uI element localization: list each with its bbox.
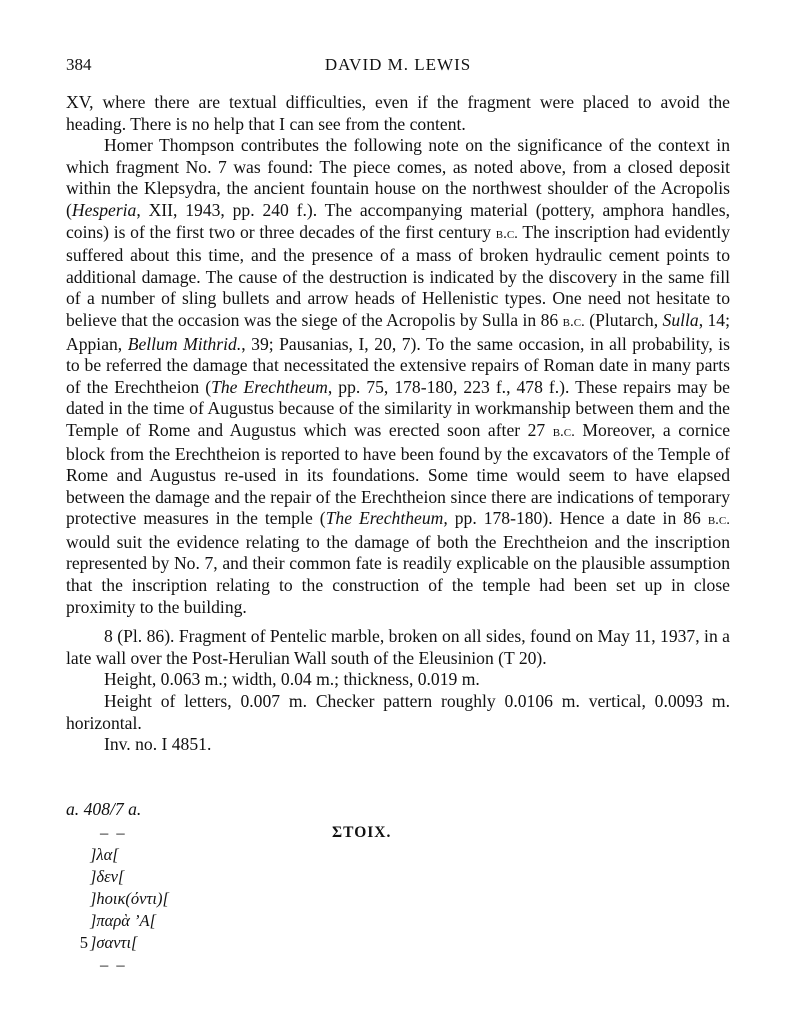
inscription-line: [66, 888, 566, 910]
running-title: DAVID M. LEWIS: [324, 55, 472, 74]
inscription-top-row: [66, 822, 566, 844]
lacuna-dashes-bottom: – –: [100, 955, 127, 974]
greek-text: ]λα[: [90, 845, 119, 864]
page-header: [66, 55, 730, 79]
page-number: 384: [66, 55, 92, 74]
stoichedon-label: ΣΤΟΙΧ.: [332, 824, 392, 841]
inscription-bottom-row: [66, 954, 566, 976]
body-text: [66, 92, 730, 756]
paragraph-thompson-note: Homer Thompson contributes the following note on the significance of the context in which fragment No. 7 was found: The piece comes, as noted above, from a closed deposit within the Klepsydra, the ancient fountain house on the northwest shoulder of the Acropolis (Hesperia, XII, 1943, pp. 240 f.). The accompanying material (pottery, amphora handles, coins) is of the first two or three decades of the first century b.c. The inscription had evidently suffered about this time, and the presence of a mass of broken hydraulic cement points to additional damage. The cause of the destruction is indicated by the discovery in the same fill of a number of sling bullets and arrow heads of Hellenistic types. One need not hesitate to believe that the occasion was the siege of the Acropolis by Sulla in 86 b.c. (Plutarch, Sulla, 14; Appian, Bellum Mithrid., 39; Pausanias, I, 20, 7). To the same occasion, in all probability, is to be referred the damage that necessitated the extensive repairs of Roman date in many parts of the Erechtheion (The Erechtheum, pp. 75, 178-180, 223 f., 478 f.). These repairs may be dated in the time of Augustus because of the similarity in workmanship between them and the Temple of Rome and Augustus which was erected soon after 27 b.c. Moreover, a cornice block from the Erechtheion is reported to have been found by the excavators of the Temple of Rome and Augustus re-used in its foundations. Some time would seem to have elapsed between the damage and the repair of the Erechtheion since there are indications of temporary protective measures in the temple (The Erechtheum, pp. 178-180). Hence a date in 86 b.c. would suit the evidence relating to the damage of both the Erechtheion and the inscription represented by No. 7, and their common fate is readily explicable on the plausible assumption that the inscription relating to the construction of the temple had been set up in close proximity to the building.: [66, 135, 731, 617]
greek-text: ]παρὰ ’Α[: [90, 911, 157, 930]
lacuna-dashes-top: – –: [100, 823, 127, 842]
greek-text: ]σαντι[: [90, 933, 138, 952]
inscription-line: [66, 910, 566, 932]
inscription-reference: a. 408/7 a.: [66, 799, 142, 819]
citation-title: Sulla: [662, 309, 699, 330]
inscription-text: [66, 822, 566, 976]
inscription-line: [66, 866, 566, 888]
inscription-line: [66, 844, 566, 866]
citation-title: The Erechtheum: [211, 376, 328, 397]
paragraph-continuation: XV, where there are textual difficulties, even if the fragment were placed to avoid the heading. There is no help that I can see from the content.: [66, 92, 730, 134]
greek-text: ]hοικ(όντι)[: [90, 889, 169, 908]
inscription-line: [66, 932, 566, 954]
line-number: 5: [79, 933, 88, 952]
citation-title: Bellum Mithrid.: [127, 333, 242, 354]
citation-title: Hesperia: [71, 199, 137, 220]
paragraph-fragment-8: 8 (Pl. 86). Fragment of Pentelic marble, broken on all sides, found on May 11, 1937, in a late wall over the Post-Herulian Wall south of the Eleusinion (T 20).: [66, 626, 730, 668]
letter-height-line: Height of letters, 0.007 m. Checker pattern roughly 0.0106 m. vertical, 0.0093 m. horizontal.: [66, 691, 730, 733]
inventory-line: Inv. no. I 4851.: [104, 734, 212, 755]
citation-title: The Erechtheum,: [325, 508, 448, 529]
greek-text: ]δεν[: [90, 867, 125, 886]
dimensions-line: Height, 0.063 m.; width, 0.04 m.; thickness, 0.019 m.: [104, 669, 480, 690]
